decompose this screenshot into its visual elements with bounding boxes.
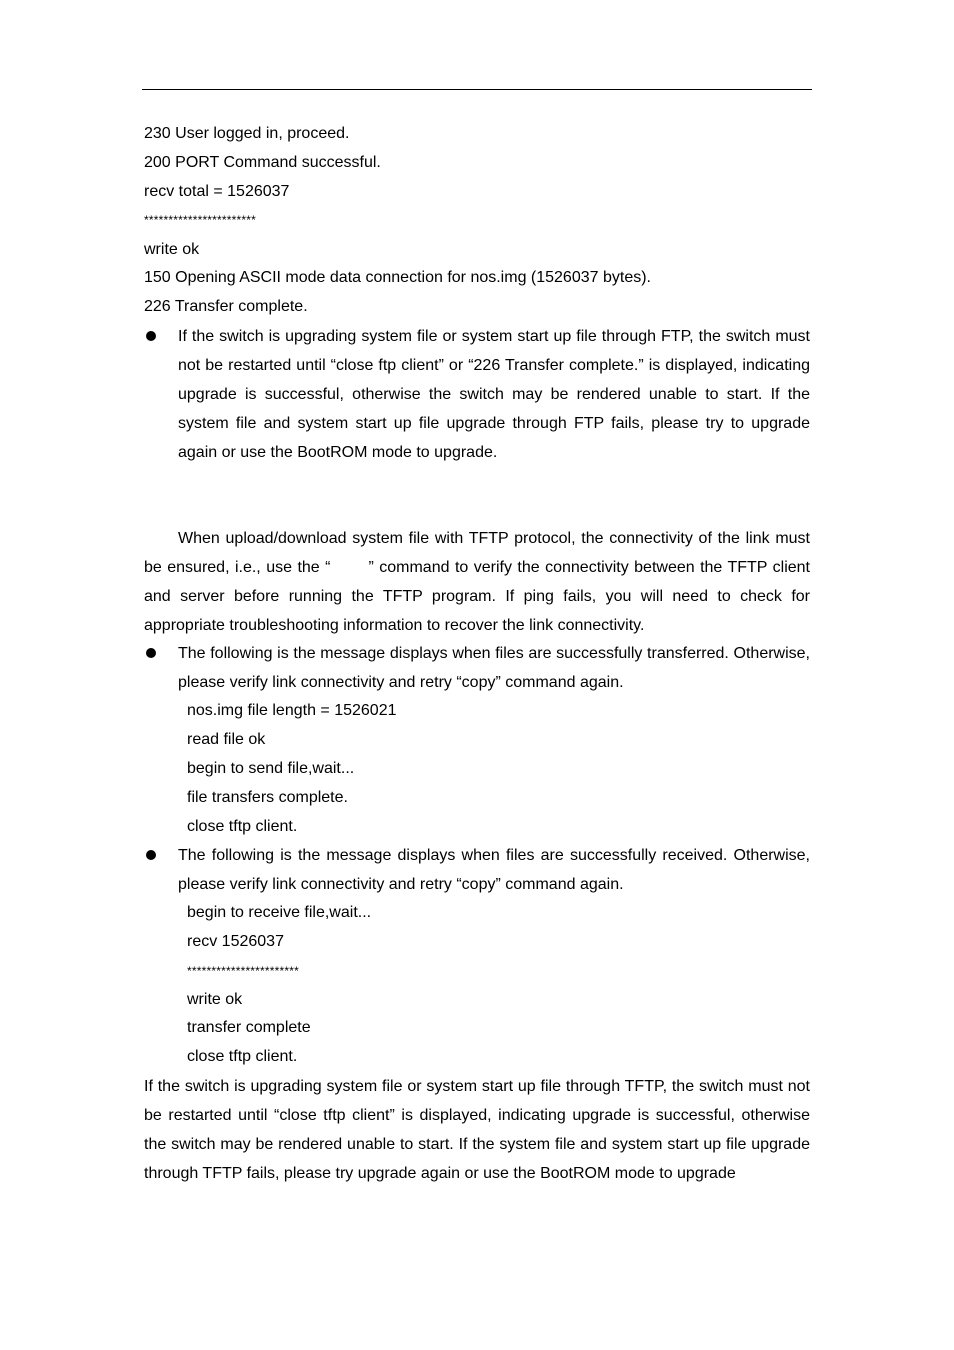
send-log-line: read file ok bbox=[187, 731, 266, 748]
recv-log-line: recv 1526037 bbox=[187, 933, 284, 950]
recv-log-line: transfer complete bbox=[187, 1019, 311, 1036]
tftp-intro-after: ” command to verify the connectivity between the TFTP client and server before running the TFTP program. If ping fails, you will need to check for appropriate troubleshooting information to recover the link connectivity. bbox=[144, 559, 810, 634]
header-rule bbox=[142, 89, 812, 90]
recv-log-line: close tftp client. bbox=[187, 1048, 298, 1065]
ftp-log-line: 150 Opening ASCII mode data connection for nos.img (1526037 bytes). bbox=[144, 269, 651, 286]
ftp-log-line: 200 PORT Command successful. bbox=[144, 154, 381, 171]
recv-log-line: begin to receive file,wait... bbox=[187, 904, 372, 921]
bullet-dot-icon bbox=[146, 850, 156, 860]
ftp-log-progress: *********************** bbox=[144, 213, 257, 227]
tftp-upgrade-note: If the switch is upgrading system file or system start up file through TFTP, the switch must not be restarted until “close tftp client” is displayed, indicating upgrade is successful, otherwise the switch may be rendered unable to start. If the system file and system start up file upgrade through TFTP fails, please try upgrade again or use the BootROM mode to upgrade bbox=[144, 1078, 810, 1182]
ftp-log-line: recv total = 1526037 bbox=[144, 183, 290, 200]
receive-success-bullet: The following is the message displays when files are successfully received. Otherwise, please verify link connectivity and retry “copy” command again. bbox=[178, 847, 810, 893]
ftp-log-line: write ok bbox=[144, 241, 200, 258]
recv-log-progress: *********************** bbox=[187, 964, 300, 978]
ftp-log-line: 226 Transfer complete. bbox=[144, 298, 308, 315]
tftp-intro-before: When upload/download system file with TFTP protocol, the connectivity of the link must be ensured, i.e., use the “ bbox=[144, 530, 810, 576]
send-log-line: nos.img file length = 1526021 bbox=[187, 702, 397, 719]
send-success-bullet: The following is the message displays when files are successfully transferred. Otherwise, please verify link connectivity and retry “copy” command again. bbox=[178, 645, 810, 691]
send-log-line: begin to send file,wait... bbox=[187, 760, 355, 777]
ftp-log-line: 230 User logged in, proceed. bbox=[144, 125, 350, 142]
bullet-dot-icon bbox=[146, 648, 156, 658]
send-log-line: close tftp client. bbox=[187, 818, 298, 835]
bullet-dot-icon bbox=[146, 331, 156, 341]
ftp-upgrade-note: If the switch is upgrading system file or system start up file through FTP, the switch must not be restarted until “close ftp client” or “226 Transfer complete.” is displayed, indicating upgrade is successful, otherwise the switch may be rendered unable to start. If the system file and system start up file upgrade through FTP fails, please try to upgrade again or use the BootROM mode to upgrade. bbox=[178, 328, 810, 461]
recv-log-line: write ok bbox=[187, 991, 243, 1008]
send-log-line: file transfers complete. bbox=[187, 789, 348, 806]
tftp-intro-paragraph bbox=[144, 524, 810, 640]
